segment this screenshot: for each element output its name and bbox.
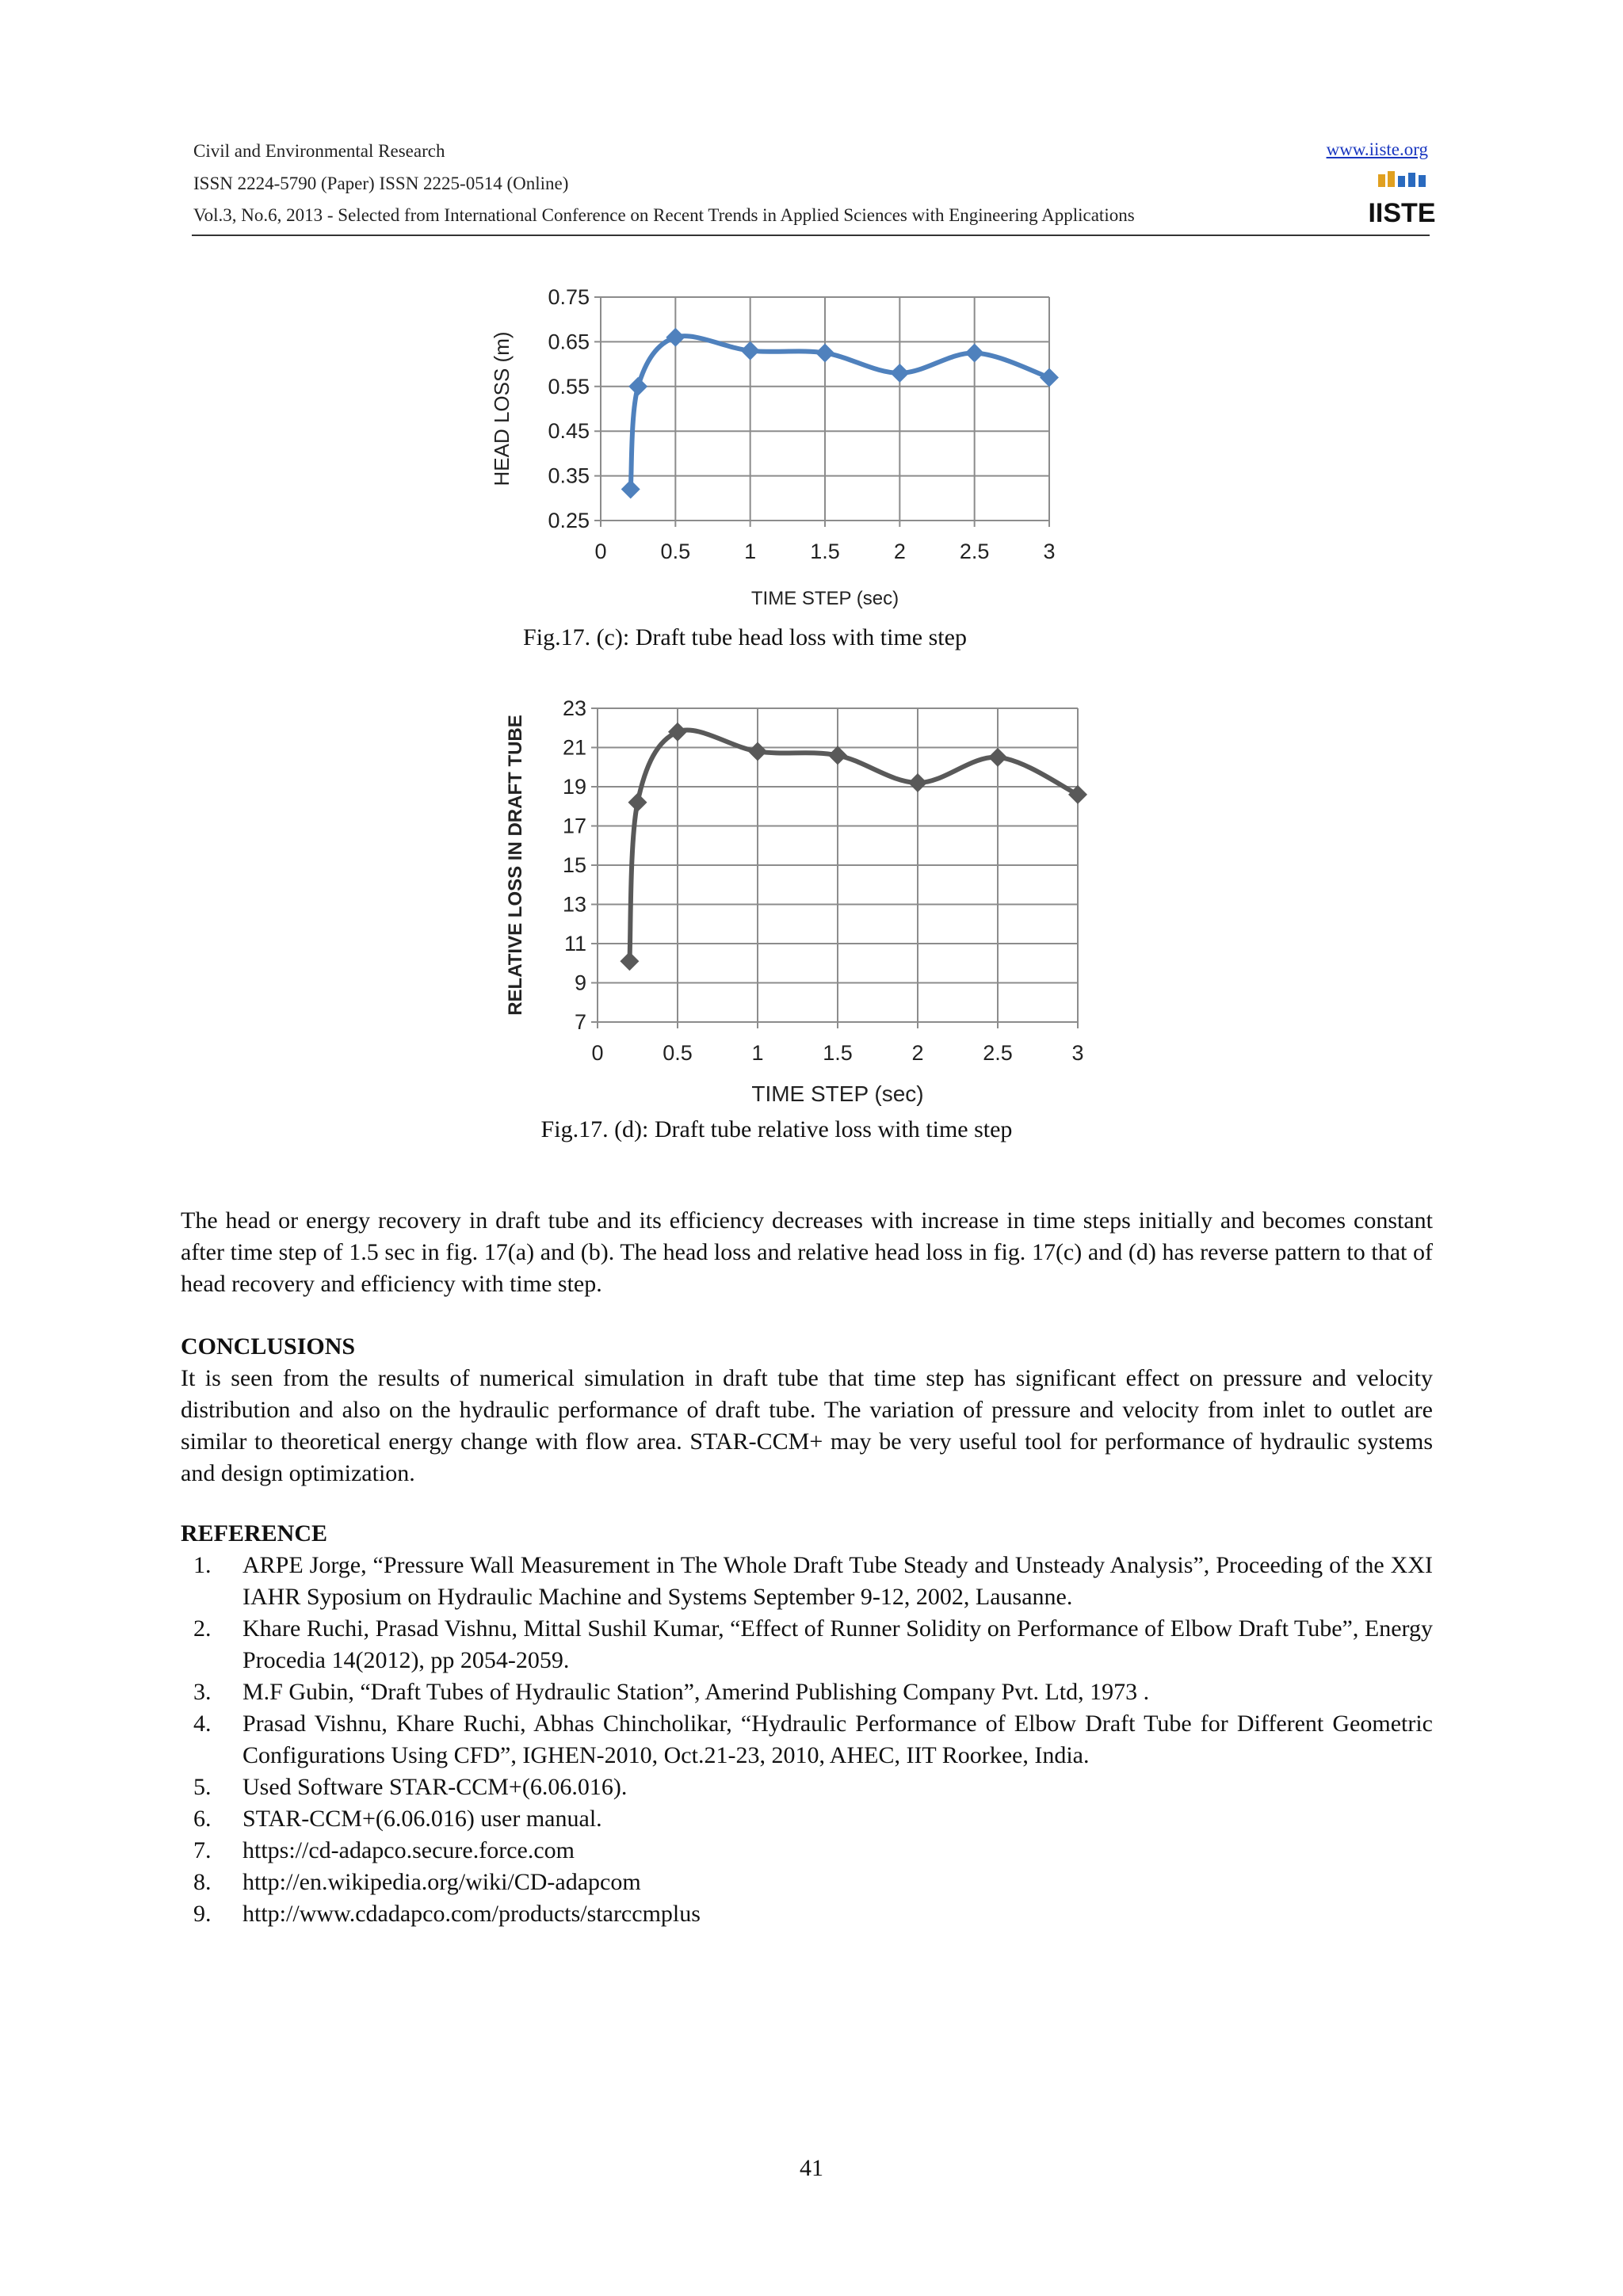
data-point [748,742,767,761]
reference-number: 5. [193,1774,212,1800]
y-tick-label: 9 [574,971,586,995]
reference-item [181,1867,1433,1898]
chart-relative-loss [491,689,1094,1109]
iiste-logo-icon [1368,168,1436,228]
y-tick-label: 0.65 [548,330,590,354]
data-point [815,344,834,363]
y-tick-label: 0.35 [548,463,590,488]
reference-text: Prasad Vishnu, Khare Ruchi, Abhas Chincholikar, “Hydraulic Performance of Elbow Draft Tube for Different Geometric Configurations Using CFD”, IGHEN-2010, Oct.21-23, 2010, AHEC, IIT Roorkee, India. [242,1711,1433,1768]
x-tick-label: 2.5 [983,1041,1013,1065]
data-point [890,364,909,383]
y-tick-label: 0.25 [548,509,590,532]
x-tick-label: 1.5 [823,1041,853,1065]
reference-text: Used Software STAR-CCM+(6.06.016). [242,1774,628,1800]
x-tick-label: 0.5 [663,1041,693,1065]
x-axis-label: TIME STEP (sec) [751,1081,924,1106]
y-tick-label: 15 [562,853,586,877]
reference-item [181,1835,1433,1867]
data-point [988,748,1007,767]
reference-number: 2. [193,1615,212,1642]
reference-number: 6. [193,1806,212,1832]
data-point [620,952,639,971]
reference-item [181,1550,1433,1613]
y-tick-label: 17 [562,814,586,838]
reference-text: STAR-CCM+(6.06.016) user manual. [242,1806,602,1832]
x-tick-label: 0.5 [660,540,691,563]
y-axis-label: HEAD LOSS (m) [490,331,514,486]
discussion-paragraph: The head or energy recovery in draft tube and its efficiency decreases with increase in time steps initially and becomes constant after time step of 1.5 sec in fig. 17(a) and (b). The head loss and relative head loss in fig. 17(c) and (d) has reverse pattern to that of head recovery and efficiency with time step. [181,1207,1433,1297]
reference-item [181,1898,1433,1930]
volume-line: Vol.3, No.6, 2013 - Selected from International Conference on Recent Trends in Applied Sciences with Engineering Applications [193,205,1135,225]
data-point [828,746,847,765]
y-tick-label: 0.55 [548,374,590,399]
website-link[interactable]: www.iiste.org [1326,139,1428,159]
y-tick-label: 23 [562,696,586,720]
y-tick-label: 7 [574,1010,586,1034]
figure-caption-c: Fig.17. (c): Draft tube head loss with time step [523,624,967,650]
reference-number: 1. [193,1552,212,1578]
data-point [908,773,927,792]
reference-number: 3. [193,1679,212,1705]
journal-name: Civil and Environmental Research [193,141,445,161]
x-tick-label: 1.5 [810,540,840,563]
reference-text: http://www.cdadapco.com/products/starccmplus [242,1901,701,1927]
conclusions-paragraph: It is seen from the results of numerical simulation in draft tube that time step has significant effect on pressure and velocity distribution and also on the hydraulic performance of draft tube. The variation of pressure and velocity from inlet to outlet are similar to theoretical energy change with flow area. STAR-CCM+ may be very useful tool for performance of hydraulic systems and design optimization. [181,1365,1433,1486]
reference-number: 7. [193,1837,212,1863]
y-tick-label: 13 [562,892,586,917]
x-axis-label: TIME STEP (sec) [750,588,899,609]
figure-caption-d: Fig.17. (d): Draft tube relative loss with time step [540,1116,1013,1142]
data-point [741,341,760,360]
reference-text: https://cd-adapco.secure.force.com [242,1837,575,1863]
y-axis-label: RELATIVE LOSS IN DRAFT TUBE [505,715,526,1016]
reference-list [181,1550,1433,1930]
x-tick-label: 0 [591,1041,604,1065]
reference-number: 9. [193,1901,212,1927]
chart-head-loss [491,273,1078,614]
data-point [1040,368,1059,387]
reference-text: http://en.wikipedia.org/wiki/CD-adapcom [242,1869,641,1895]
data-point [1068,785,1087,804]
data-point [628,377,647,396]
reference-number: 8. [193,1869,212,1895]
data-point [666,328,685,347]
conclusions-heading: CONCLUSIONS [181,1333,356,1360]
x-tick-label: 3 [1071,1041,1084,1065]
y-tick-label: 21 [562,735,586,760]
x-tick-label: 1 [744,540,757,563]
y-tick-label: 11 [563,932,586,955]
reference-item [181,1676,1433,1708]
reference-text: M.F Gubin, “Draft Tubes of Hydraulic Station”, Amerind Publishing Company Pvt. Ltd, 1973 . [242,1679,1150,1705]
reference-text: ARPE Jorge, “Pressure Wall Measurement in The Whole Draft Tube Steady and Unsteady Analysis”, Proceeding of the XXI IAHR Syposium on Hydraulic Machine and Systems September 9-12, 2002, Lausanne. [242,1552,1433,1610]
reference-item [181,1708,1433,1772]
series-line [629,730,1078,961]
data-point [628,793,647,812]
x-tick-label: 2 [911,1041,924,1065]
x-tick-label: 0 [594,540,607,563]
series-line [631,336,1049,489]
reference-number: 4. [193,1711,212,1737]
y-tick-label: 0.75 [548,285,590,309]
reference-item [181,1803,1433,1835]
reference-text: Khare Ruchi, Prasad Vishnu, Mittal Sushil Kumar, “Effect of Runner Solidity on Performance of Elbow Draft Tube”, Energy Procedia 14(2012), pp 2054-2059. [242,1615,1433,1673]
reference-item [181,1613,1433,1676]
logo-text: IISTE [1368,198,1436,228]
y-tick-label: 0.45 [548,419,590,444]
x-tick-label: 3 [1043,540,1056,563]
data-point [965,344,984,363]
header-rule [192,235,1430,236]
issn-line: ISSN 2224-5790 (Paper) ISSN 2225-0514 (Online) [193,174,569,193]
reference-heading: REFERENCE [181,1520,328,1547]
x-tick-label: 2 [893,540,906,563]
x-tick-label: 1 [751,1041,764,1065]
data-point [621,480,640,499]
page-number: 41 [800,2155,823,2181]
x-tick-label: 2.5 [959,540,990,563]
y-tick-label: 19 [562,775,586,799]
reference-item [181,1772,1433,1803]
data-point [668,723,687,742]
